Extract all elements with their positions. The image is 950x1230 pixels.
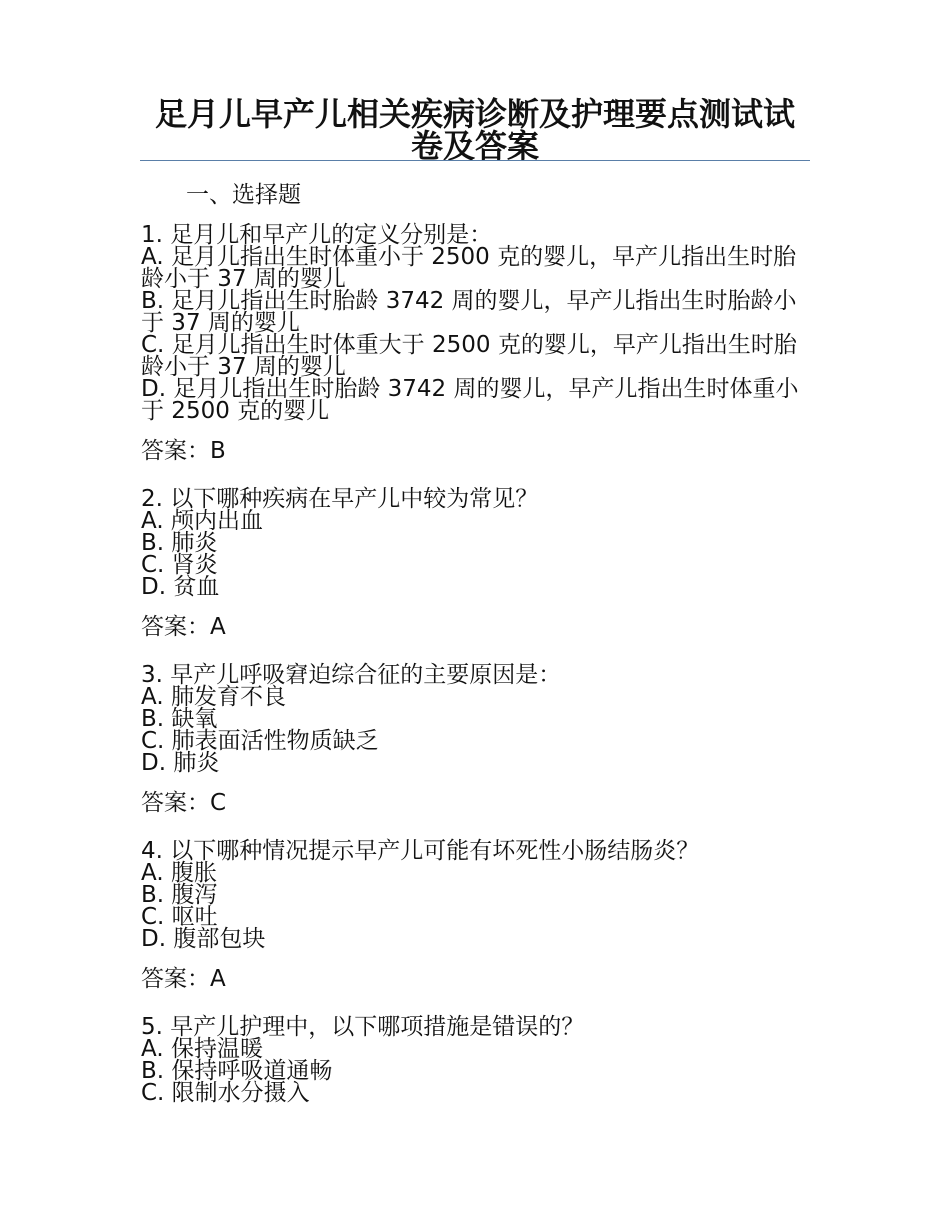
option-d: D. 贫血 xyxy=(141,574,220,600)
section-heading: 一、选择题 xyxy=(186,182,301,208)
question-text: 4. 以下哪种情况提示早产儿可能有坏死性小肠结肠炎？ xyxy=(141,838,700,864)
question-text: 3. 早产儿呼吸窘迫综合征的主要原因是： xyxy=(141,662,562,688)
option-b: B. 腹泻 xyxy=(141,882,218,908)
question-1 xyxy=(141,224,813,422)
answer-2: 答案：A xyxy=(141,614,226,640)
option-a: A. 颅内出血 xyxy=(141,508,263,534)
question-text: 2. 以下哪种疾病在早产儿中较为常见？ xyxy=(141,486,539,512)
title-underline xyxy=(140,160,810,161)
option-b: B. 肺炎 xyxy=(141,530,218,556)
question-4 xyxy=(141,840,813,950)
question-5 xyxy=(141,1016,813,1104)
option-c: C. 呕吐 xyxy=(141,904,218,930)
answer-1: 答案：B xyxy=(141,438,226,464)
option-b: B. 保持呼吸道通畅 xyxy=(141,1058,333,1084)
option-c: C. 足月儿指出生时体重大于 2500 克的婴儿，早产儿指出生时胎龄小于 37 周的婴儿 xyxy=(141,332,797,380)
question-list xyxy=(141,224,813,1118)
page-title: 足月儿早产儿相关疾病诊断及护理要点测试试卷及答案 xyxy=(154,95,795,165)
option-d: D. 足月儿指出生时胎龄 3742 周的婴儿，早产儿指出生时体重小于 2500 克的婴儿 xyxy=(141,376,799,424)
answer-3: 答案：C xyxy=(141,790,227,816)
option-b: B. 足月儿指出生时胎龄 3742 周的婴儿，早产儿指出生时胎龄小于 37 周的婴儿 xyxy=(141,288,797,336)
question-text: 1. 足月儿和早产儿的定义分别是： xyxy=(141,222,493,248)
option-b: B. 缺氧 xyxy=(141,706,218,732)
answer-4: 答案：A xyxy=(141,966,226,992)
option-a: A. 保持温暖 xyxy=(141,1036,263,1062)
question-2 xyxy=(141,488,813,598)
option-a: A. 足月儿指出生时体重小于 2500 克的婴儿，早产儿指出生时胎龄小于 37 周的婴儿 xyxy=(141,244,797,292)
question-3 xyxy=(141,664,813,774)
option-c: C. 肺表面活性物质缺乏 xyxy=(141,728,379,754)
option-c: C. 肾炎 xyxy=(141,552,218,578)
option-c: C. 限制水分摄入 xyxy=(141,1080,310,1106)
question-text: 5. 早产儿护理中，以下哪项措施是错误的？ xyxy=(141,1014,585,1040)
option-a: A. 肺发育不良 xyxy=(141,684,286,710)
option-d: D. 肺炎 xyxy=(141,750,220,776)
option-d: D. 腹部包块 xyxy=(141,926,266,952)
option-a: A. 腹胀 xyxy=(141,860,217,886)
